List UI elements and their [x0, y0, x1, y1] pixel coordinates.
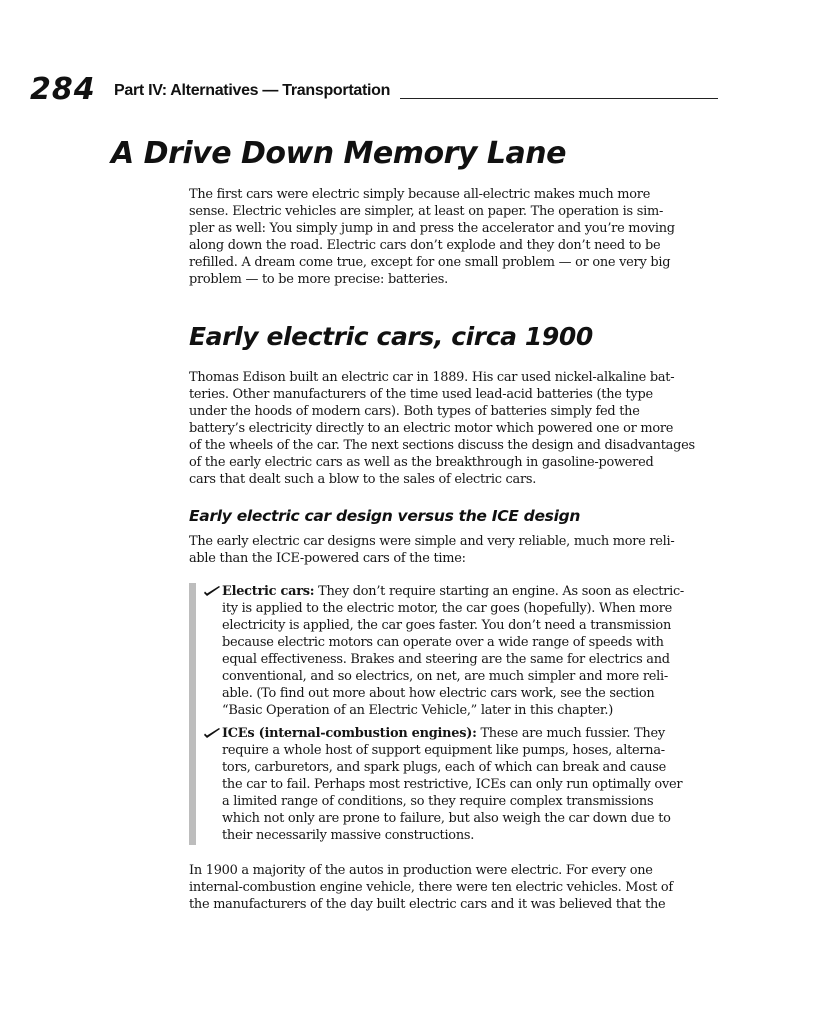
text-line: Thomas Edison built an electric car in 1889. His car used nickel-alkaline bat- [189, 370, 675, 385]
bullet-item-electric-cars [203, 583, 719, 719]
check-icon [203, 585, 221, 599]
text-line: internal-combustion engine vehicle, there were ten electric vehicles. Most of [189, 880, 673, 895]
text-line: refilled. A dream come true, except for one small problem — or one very big [189, 255, 671, 270]
section-title: A Drive Down Memory Lane [111, 136, 566, 171]
bullet-first-line [222, 725, 719, 742]
text-line: The first cars were electric simply because all-electric makes much more [189, 187, 651, 202]
text-line: tors, carburetors, and spark plugs, each of which can break and cause [222, 760, 667, 775]
page-header [30, 70, 720, 110]
text-line: the car to fail. Perhaps most restrictive, ICEs can only run optimally over [222, 777, 683, 792]
text-line: “Basic Operation of an Electric Vehicle,” later in this chapter.) [222, 703, 613, 718]
text-line: teries. Other manufacturers of the time used lead-acid batteries (the type [189, 387, 653, 402]
bullet-item-ices [203, 725, 719, 844]
bullet-text: They don’t require starting an engine. As soon as electric- [314, 584, 685, 599]
subsection-title: Early electric cars, circa 1900 [189, 322, 593, 351]
running-head: Part IV: Alternatives — Transportation [114, 82, 391, 99]
text-line: pler as well: You simply jump in and press the accelerator and you’re moving [189, 221, 675, 236]
text-line: of the early electric cars as well as the breakthrough in gasoline-powered [189, 455, 654, 470]
closing-paragraph [189, 862, 714, 913]
check-icon [203, 727, 221, 741]
edison-paragraph [189, 369, 714, 488]
text-line: under the hoods of modern cars). Both types of batteries simply fed the [189, 404, 640, 419]
text-line: require a whole host of support equipment like pumps, hoses, alterna- [222, 743, 665, 758]
bullet-bar [189, 583, 196, 845]
text-line: able. (To find out more about how electric cars work, see the section [222, 686, 655, 701]
text-line: their necessarily massive constructions. [222, 828, 475, 843]
text-line: problem — to be more precise: batteries. [189, 272, 448, 287]
text-line: ity is applied to the electric motor, the car goes (hopefully). When more [222, 601, 673, 616]
text-line: a limited range of conditions, so they require complex transmissions [222, 794, 654, 809]
design-paragraph [189, 533, 714, 567]
text-line: the manufacturers of the day built electric cars and it was believed that the [189, 897, 666, 912]
bullet-term: ICEs (internal-combustion engines): [222, 726, 477, 741]
text-line: In 1900 a majority of the autos in production were electric. For every one [189, 863, 653, 878]
text-line: because electric motors can operate over a wide range of speeds with [222, 635, 664, 650]
text-line: which not only are prone to failure, but also weigh the car down due to [222, 811, 671, 826]
text-line: electricity is applied, the car goes faster. You don’t need a transmission [222, 618, 671, 633]
text-line: battery’s electricity directly to an electric motor which powered one or more [189, 421, 674, 436]
text-line: conventional, and so electrics, on net, are much simpler and more reli- [222, 669, 669, 684]
header-rule [400, 98, 718, 99]
text-line: able than the ICE-powered cars of the time: [189, 551, 466, 566]
text-line: of the wheels of the car. The next sections discuss the design and disadvantages [189, 438, 695, 453]
bullet-list [189, 583, 719, 848]
bullet-text: These are much fussier. They [476, 726, 665, 741]
text-line: sense. Electric vehicles are simpler, at least on paper. The operation is sim- [189, 204, 664, 219]
bullet-term: Electric cars: [222, 584, 315, 599]
intro-paragraph [189, 186, 714, 288]
subsubsection-title: Early electric car design versus the ICE design [189, 507, 581, 525]
text-line: cars that dealt such a blow to the sales of electric cars. [189, 472, 537, 487]
text-line: along down the road. Electric cars don’t explode and they don’t need to be [189, 238, 661, 253]
page-number: 284 [30, 72, 96, 107]
text-line: equal effectiveness. Brakes and steering are the same for electrics and [222, 652, 670, 667]
text-line: The early electric car designs were simple and very reliable, much more reli- [189, 534, 675, 549]
bullet-first-line [222, 583, 719, 600]
